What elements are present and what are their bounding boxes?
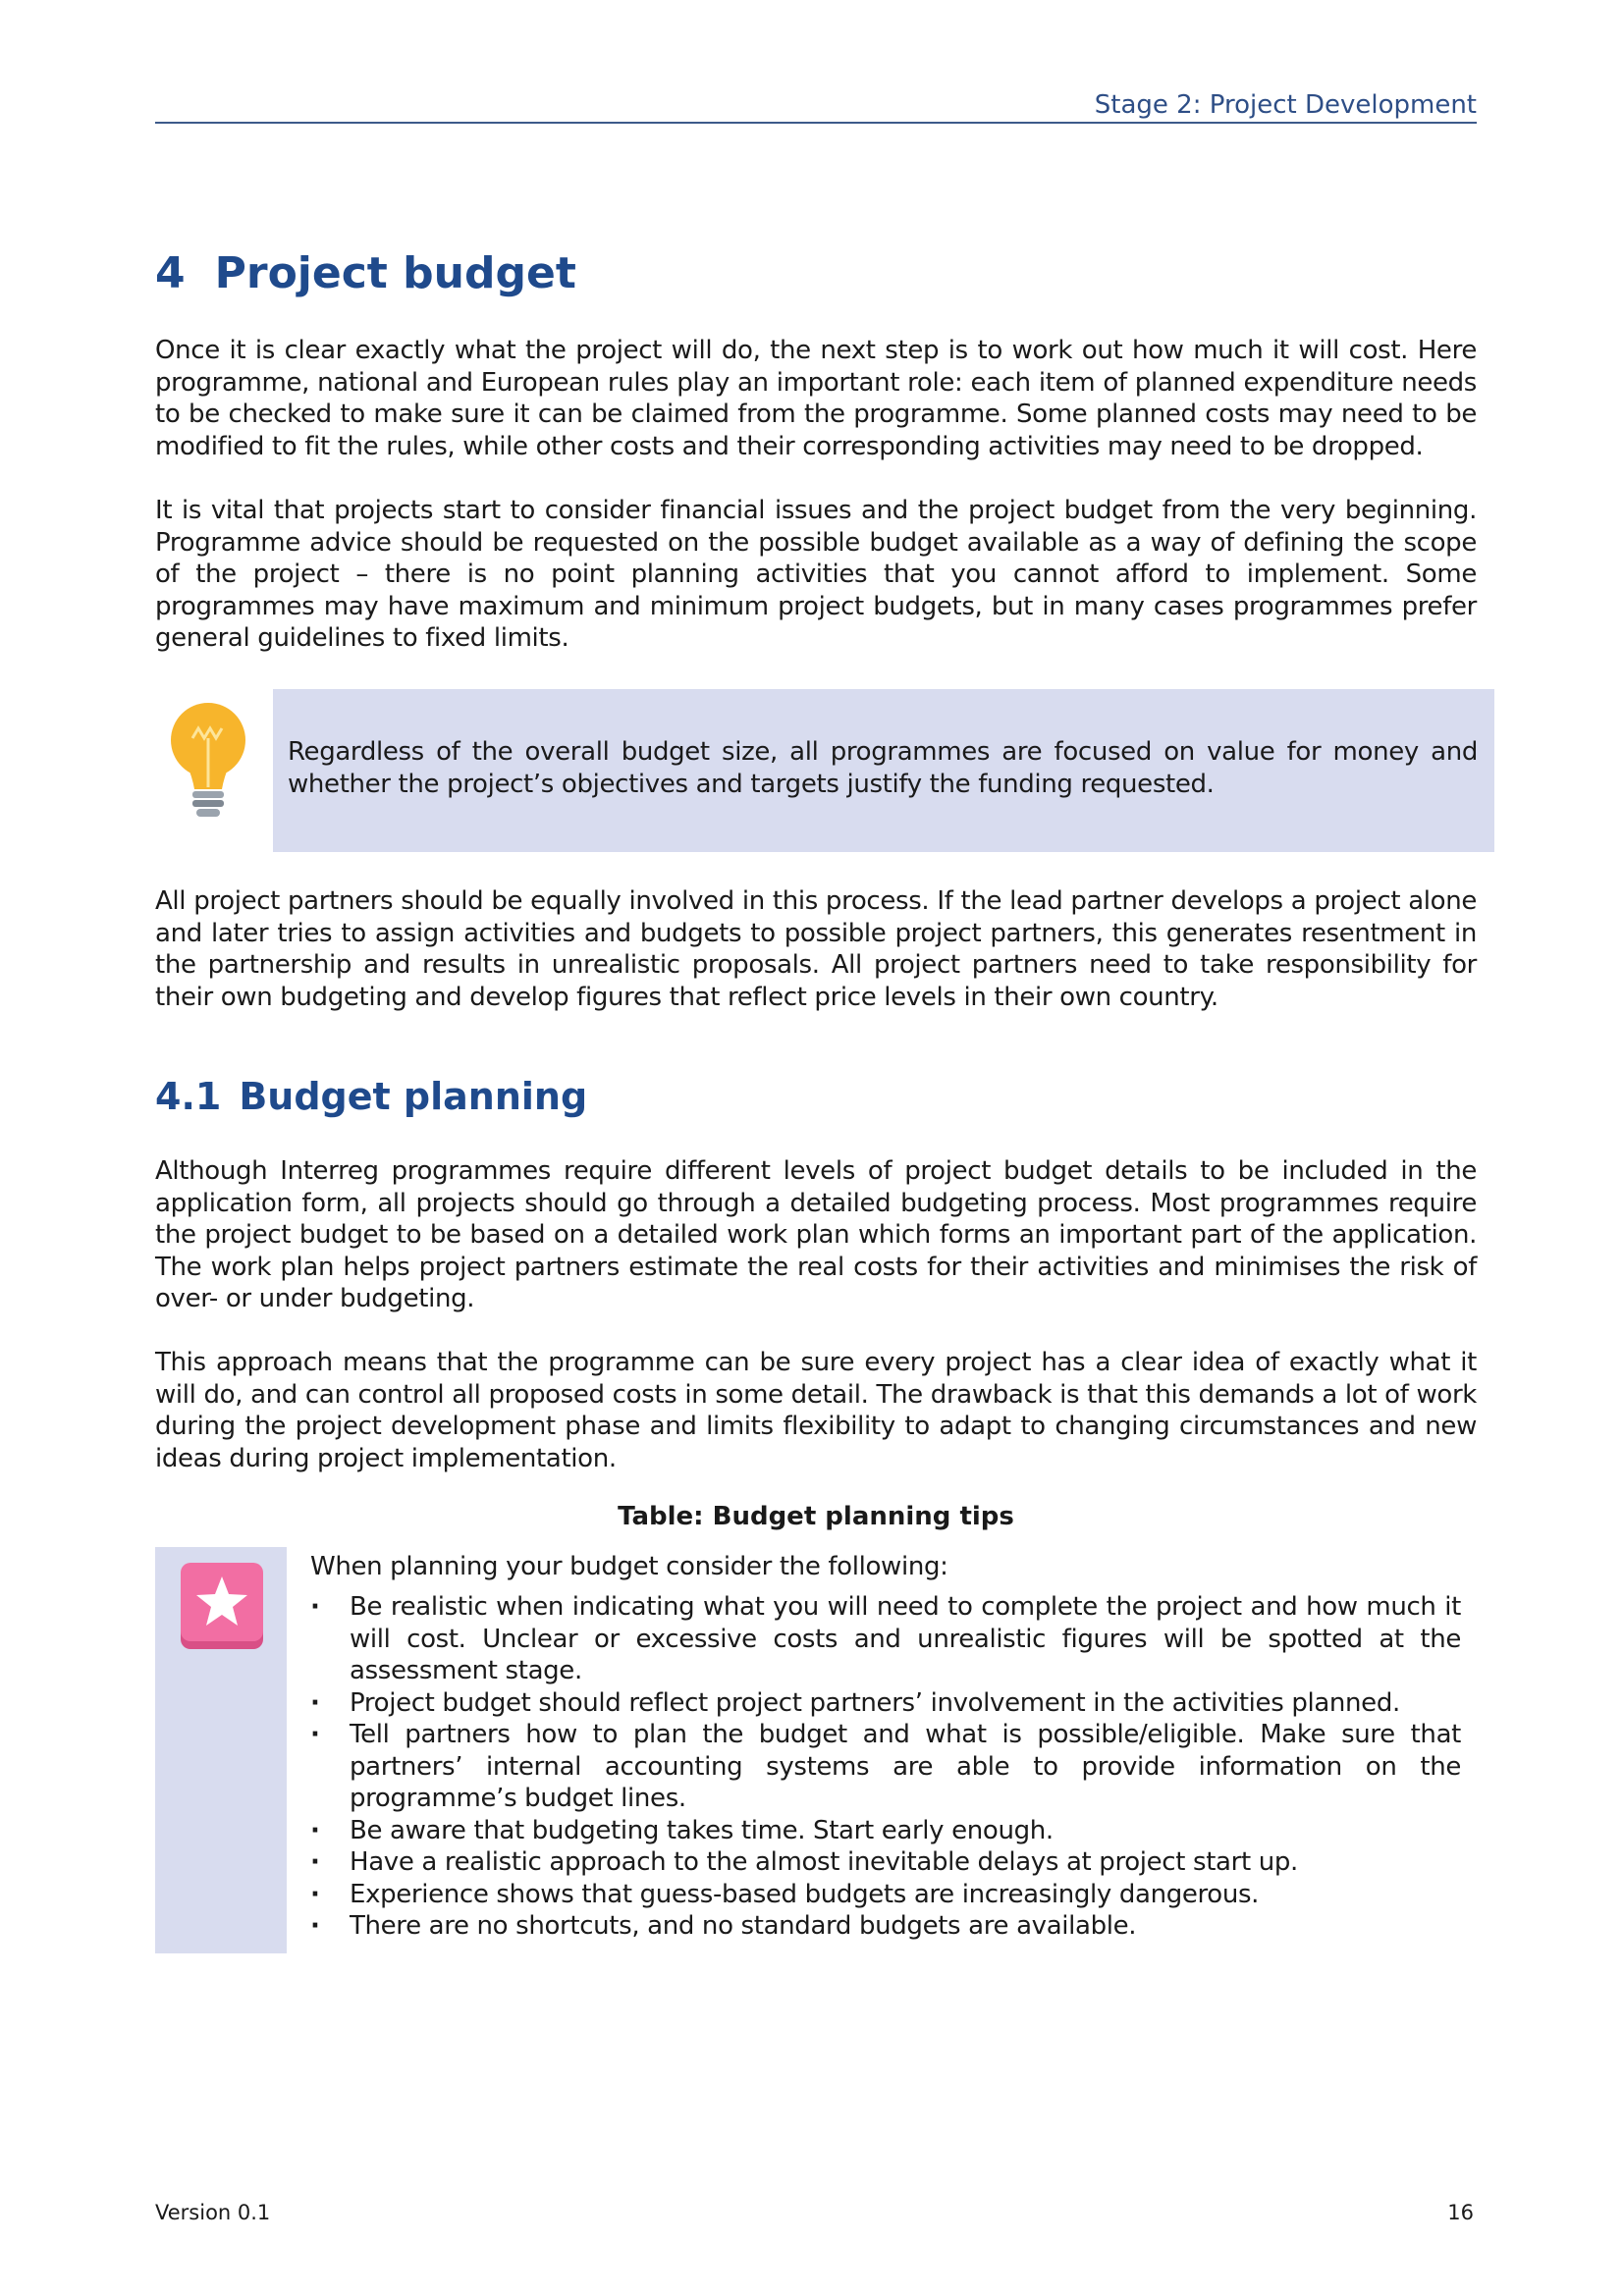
subsection-title: Budget planning xyxy=(239,1075,588,1118)
list-item: · Experience shows that guess-based budgets are increasingly dangerous. xyxy=(310,1879,1461,1911)
list-item: · There are no shortcuts, and no standard budgets are available. xyxy=(310,1910,1461,1943)
tips-list xyxy=(310,1591,1461,1943)
section-number: 4 xyxy=(155,248,186,298)
list-item: · Be aware that budgeting takes time. Start early enough. xyxy=(310,1815,1461,1847)
paragraph-interreg: Although Interreg programmes require different levels of project budget details to be included in the application form, all projects should go through a detailed budgeting process. Most programmes require the project budget to be based on a detailed work plan which forms an important part of the application. The work plan helps project partners estimate the real costs for their activities and minimises the risk of over- or under budgeting. xyxy=(155,1156,1477,1313)
footer-page-number: 16 xyxy=(1447,2201,1474,2224)
star-icon xyxy=(177,1561,267,1651)
running-title: Stage 2: Project Development xyxy=(1094,90,1477,120)
tips-intro: When planning your budget consider the following: xyxy=(310,1552,948,1581)
paragraph-approach: This approach means that the programme can be sure every project has a clear idea of exactly what it will do, and can control all proposed costs in some detail. The drawback is that this demands a lot of work during the project development phase and limits flexibility to adapt to changing circumstances and new ideas during project implementation. xyxy=(155,1348,1477,1473)
lightbulb-icon xyxy=(163,699,253,821)
subsection-heading xyxy=(155,1075,587,1118)
subsection-number: 4.1 xyxy=(155,1075,222,1118)
list-item: · Be realistic when indicating what you will need to complete the project and how much it will cost. Unclear or excessive costs and unrealistic figures will be spotted at the assessment stage. xyxy=(310,1591,1461,1687)
paragraph-intro: Once it is clear exactly what the project will do, the next step is to work out how much it will cost. Here programme, national and European rules play an important role: each item of planned expenditure needs to be checked to make sure it can be claimed from the programme. Some planned costs may need to be modified to fit the rules, while other costs and their corresponding activities may need to be dropped. xyxy=(155,336,1477,461)
paragraph-partners: All project partners should be equally involved in this process. If the lead partner develops a project alone and later tries to assign activities and budgets to possible project partners, this generates resentment in the partnership and results in unrealistic proposals. All project partners need to take responsibility for their own budgeting and develop figures that reflect price levels in their own country. xyxy=(155,886,1477,1012)
callout-text: Regardless of the overall budget size, all programmes are focused on value for money and whether the project’s objectives and targets justify the funding requested. xyxy=(288,737,1478,799)
tips-sidebar xyxy=(155,1547,287,1953)
section-title: Project budget xyxy=(214,248,576,298)
footer-version: Version 0.1 xyxy=(155,2201,271,2224)
callout-box xyxy=(273,689,1494,852)
table-title: Table: Budget planning tips xyxy=(618,1502,1014,1531)
page-header xyxy=(155,92,1477,124)
section-heading xyxy=(155,248,576,298)
paragraph-financial-issues: It is vital that projects start to consider financial issues and the project budget from the very beginning. Programme advice should be requested on the possible budget available as a way of defining the scope of the project – there is no point planning activities that you cannot afford to implement. Some programmes may have maximum and minimum project budgets, but in many cases programmes prefer general guidelines to fixed limits. xyxy=(155,496,1477,653)
list-item: · Project budget should reflect project partners’ involvement in the activities planned. xyxy=(310,1687,1461,1720)
list-item: · Have a realistic approach to the almost inevitable delays at project start up. xyxy=(310,1846,1461,1879)
list-item: · Tell partners how to plan the budget and what is possible/eligible. Make sure that partners’ internal accounting systems are able to provide information on the programme’s budget lines. xyxy=(310,1719,1461,1815)
